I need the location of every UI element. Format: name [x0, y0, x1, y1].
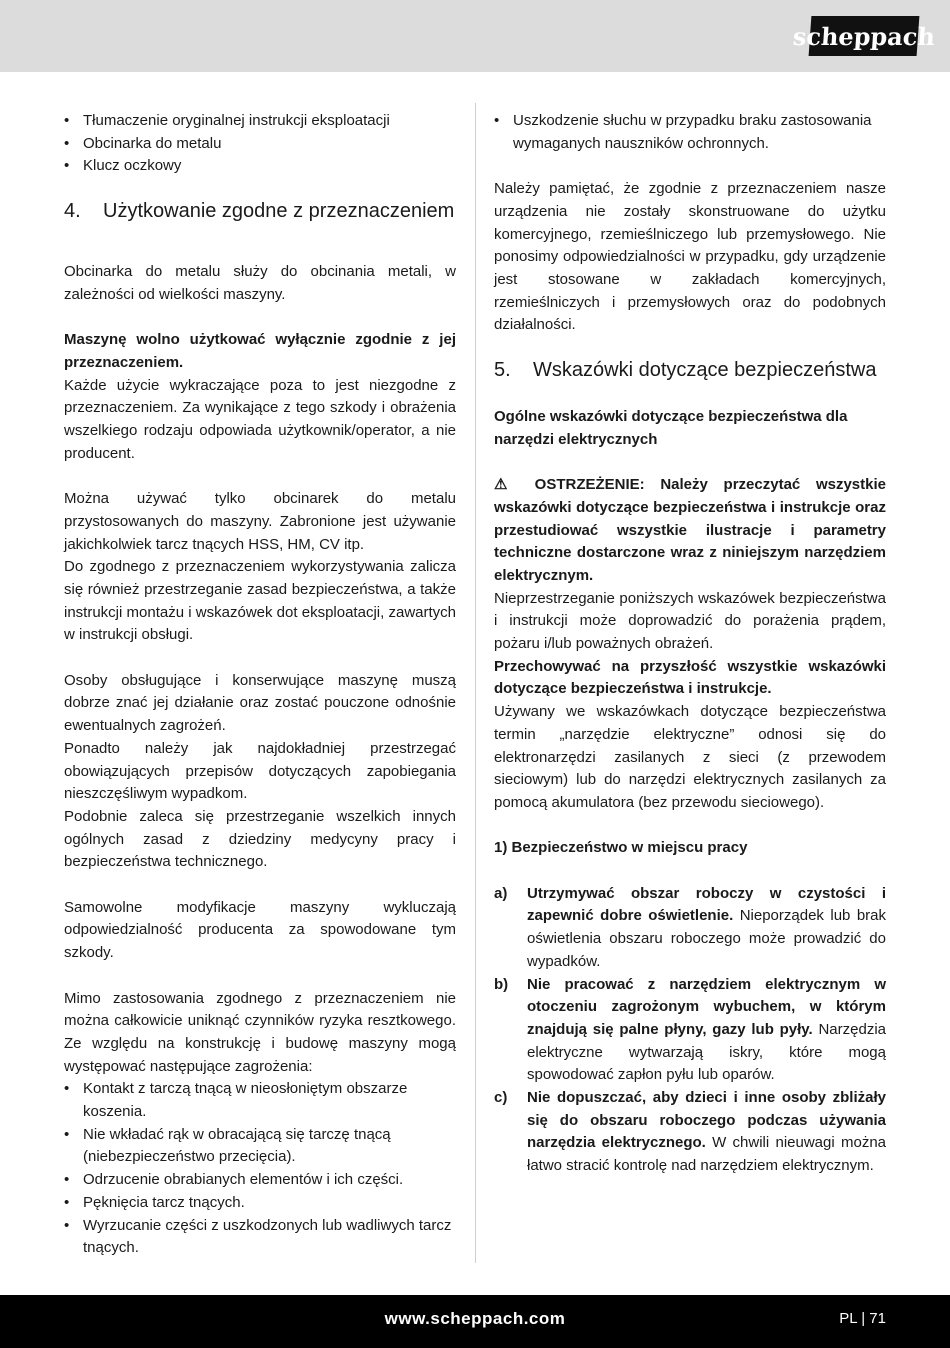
list-item: • Pęknięcia tarcz tnących. [64, 1192, 456, 1215]
item-text [527, 1087, 886, 1178]
left-column [64, 110, 456, 1260]
list-item: • Klucz oczkowy [64, 155, 456, 178]
hearing-risk-list [494, 110, 886, 155]
list-item: • Wyrzucanie części z uszkodzonych lub wadliwych tarcz tnących. [64, 1215, 456, 1260]
warning-paragraph [494, 474, 886, 588]
item-letter: c) [494, 1089, 508, 1107]
item-letter: b) [494, 975, 509, 993]
paragraph: Ponadto należy jak najdokładniej przestrzegać obowiązujących przepisów dotyczących zapobiegania nieszczęśliwym wypadkom. [64, 739, 456, 803]
item-text [527, 974, 886, 1088]
list-item: • Uszkodzenie słuchu w przypadku braku zastosowania wymaganych nauszników ochronnych. [494, 110, 886, 155]
list-item [494, 883, 886, 974]
paragraph: Osoby obsługujące i konserwujące maszynę muszą dobrze znać jej działanie oraz zostać pouczone odnośnie ewentualnych zagrożeń. [64, 671, 456, 735]
section-number: 4. [64, 200, 81, 223]
list-item: • Kontakt z tarczą tnącą w nieosłoniętym obszarze koszenia. [64, 1078, 456, 1123]
paragraph: Podobnie zaleca się przestrzeganie wszelkich innych ogólnych zasad z dziedziny medycyny pracy i bezpieczeństwa technicznego. [64, 807, 456, 871]
warning-text: OSTRZEŻENIE: Należy przeczytać wszystkie wskazówki dotyczące bezpieczeństwa i instrukcje oraz przestudiować wszystkie ilustracje i parametry techniczne dostarczone wraz z niniejszym narzędziem elektrycznym. [494, 476, 886, 584]
list-item: • Odrzucenie obrabianych elementów i ich części. [64, 1169, 456, 1192]
item-bold-text: Nie dopuszczać, aby dzieci i inne osoby zbliżały się do obszaru roboczego podczas używania narzędzia elektrycznego. [527, 1089, 886, 1152]
section-4-heading [64, 200, 456, 223]
column-divider [475, 103, 476, 1263]
subheading: Ogólne wskazówki dotyczące bezpieczeństwa dla narzędzi elektrycznych [494, 408, 848, 448]
brand-logo: scheppach [809, 16, 920, 56]
residual-risk-list [64, 1078, 456, 1260]
section-5-heading [494, 359, 886, 382]
paragraph: Nieprzestrzeganie poniższych wskazówek bezpieczeństwa i instrukcji może doprowadzić do porażenia prądem, pożaru i/lub poważnych obrażeń. [494, 589, 886, 653]
list-item: • Tłumaczenie oryginalnej instrukcji eksploatacji [64, 110, 456, 133]
list-item: • Nie wkładać rąk w obracającą się tarczę tnącą (niebezpieczeństwo przecięcia). [64, 1124, 456, 1169]
list-item: • Obcinarka do metalu [64, 133, 456, 156]
workplace-safety-list [494, 883, 886, 1178]
section-title: Użytkowanie zgodne z przeznaczeniem [103, 200, 455, 223]
item-letter: a) [494, 884, 508, 902]
section-number: 5. [494, 359, 511, 382]
footer-bar [0, 1295, 950, 1348]
header-bar [0, 0, 950, 72]
website-link[interactable]: www.scheppach.com [384, 1309, 566, 1328]
paragraph: Należy pamiętać, że zgodnie z przeznaczeniem nasze urządzenia nie zostały skonstruowane do użytku komercyjnego, rzemieślniczego lub przemysłowego. Nie ponosimy odpowiedzialności w przypadku, gdy urządzenie jest stosowane w zakładach komercyjnych, rzemieślniczych i przemysłowych oraz do podobnych działalności. [494, 180, 886, 334]
bold-paragraph: Maszynę wolno użytkować wyłącznie zgodnie z jej przeznaczeniem. [64, 331, 456, 371]
list-item [494, 1087, 886, 1178]
list-item [494, 974, 886, 1088]
paragraph: Można używać tylko obcinarek do metalu przystosowanych do maszyny. Zabronione jest używanie jakichkolwiek tarcz tnących HSS, HM, CV itp. [64, 490, 456, 553]
bold-paragraph: Przechowywać na przyszłość wszystkie wskazówki dotyczące bezpieczeństwa i instrukcje. [494, 657, 886, 698]
paragraph: Obcinarka do metalu służy do obcinania metali, w zależności od wielkości maszyny. [64, 263, 456, 303]
paragraph: Mimo zastosowania zgodnego z przeznaczeniem nie można całkowicie uniknąć czynników ryzyka resztkowego. Ze względu na konstrukcję i budowę maszyny mogą występować następujące zagrożenia: [64, 989, 456, 1075]
section-title: Wskazówki dotyczące bezpieczeństwa [533, 359, 877, 382]
item-body-text: W chwili nieuwagi można łatwo stracić kontrolę nad narzędziem elektrycznym. [527, 1134, 886, 1175]
item-bold-text: Nie pracować z narzędziem elektrycznym w otoczeniu zagrożonym wybuchem, w którym znajdują się palne płyny, gazy lub pyły. [527, 975, 886, 1038]
item-body-text: Narzędzia elektryczne wytwarzają iskry, które mogą spowodować zapłon pyłu lub oparów. [527, 1020, 887, 1084]
workplace-heading: 1) Bezpieczeństwo w miejscu pracy [494, 839, 748, 857]
item-body-text: Nieporządek lub brak oświetlenia obszaru roboczego może prowadzić do wypadków. [527, 907, 886, 970]
right-column [494, 110, 886, 1178]
paragraph: Używany we wskazówkach dotyczące bezpieczeństwa termin „narzędzie elektryczne” odnosi się do elektronarzędzi zasilanych z sieci (z przewodem sieciowym) lub do narzędzi elektrycznych zasilanych za pomocą akumulatora (bez przewodu sieciowego). [494, 703, 886, 811]
item-bold-text: Utrzymywać obszar roboczy w czystości i zapewnić dobre oświetlenie. [527, 884, 886, 925]
paragraph: Samowolne modyfikacje maszyny wykluczają odpowiedzialność producenta za spowodowane tym szkody. [64, 898, 456, 962]
paragraph: Każde użycie wykraczające poza to jest niezgodne z przeznaczeniem. Za wynikające z tego szkody i obrażenia wszelkiego rodzaju odpowiada użytkownik/operator, a nie producent. [64, 376, 456, 462]
page-number: PL | 71 [839, 1310, 886, 1327]
warning-icon: ⚠ [494, 476, 519, 494]
item-text [527, 883, 886, 974]
paragraph: Do zgodnego z przeznaczeniem wykorzystywania zalicza się również przestrzeganie zasad bezpieczeństwa, a także instrukcji montażu i wskazówek dot eksploatacji, zawartych w instrukcji obsługi. [64, 558, 456, 644]
scope-of-delivery-list [64, 110, 456, 178]
